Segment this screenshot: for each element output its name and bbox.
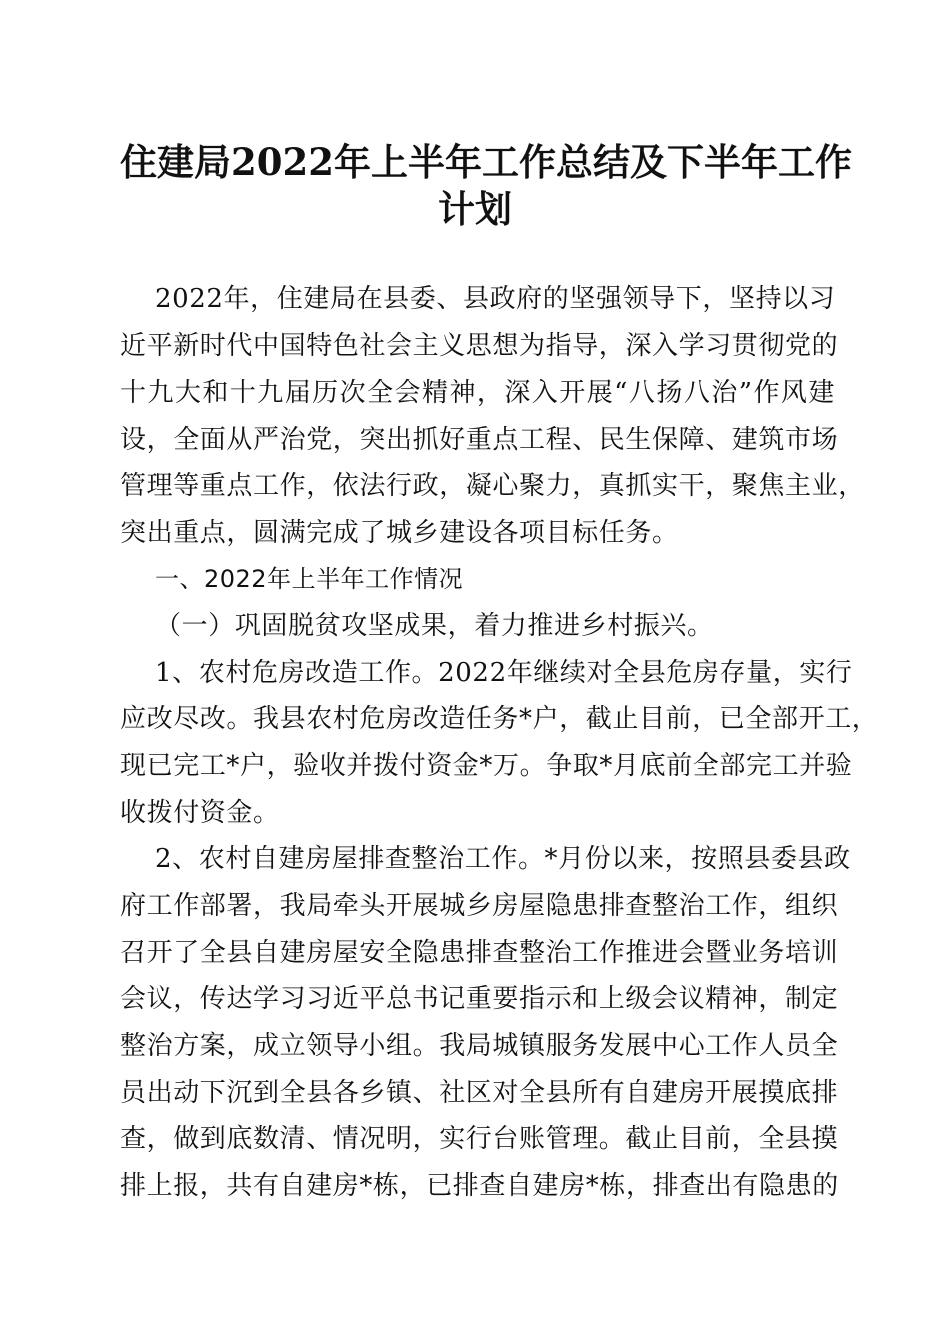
paragraph-line: 近平新时代中国特色社会主义思想为指导，深入学习贯彻党的 — [120, 331, 839, 361]
paragraph-line: 排上报，共有自建房*栋，已排查自建房*栋，排查出有隐患的 — [120, 1171, 839, 1201]
paragraph-line: 2022年，住建局在县委、县政府的坚强领导下，坚持以习 — [155, 284, 836, 314]
paragraph-line: 2、农村自建房屋排查整治工作。*月份以来，按照县委县政 — [155, 844, 851, 874]
paragraph-line: 现已完工*户，验收并拨付资金*万。争取*月底前全部完工并验 — [120, 751, 853, 781]
paragraph-line: 管理等重点工作，依法行政，凝心聚力，真抓实干，聚焦主业， — [120, 471, 865, 501]
document-title-line-1: 住建局2022年上半年工作总结及下半年工作 — [120, 140, 852, 184]
paragraph-line: 查，做到底数清、情况明，实行台账管理。截止目前，全县摸 — [120, 1124, 839, 1154]
paragraph-line: 设，全面从严治党，突出抓好重点工程、民生保障、建筑市场 — [120, 425, 839, 455]
paragraph-line: 整治方案，成立领导小组。我局城镇服务发展中心工作人员全 — [120, 1031, 839, 1061]
paragraph-line: 会议，传达学习习近平总书记重要指示和上级会议精神，制定 — [120, 984, 839, 1014]
paragraph-line: 突出重点，圆满完成了城乡建设各项目标任务。 — [120, 518, 679, 548]
section-heading: 一、2022年上半年工作情况 — [155, 565, 464, 593]
paragraph-line: 十九大和十九届历次全会精神，深入开展“八扬八治”作风建 — [120, 378, 835, 408]
subsection-heading: （一）巩固脱贫攻坚成果，着力推进乡村振兴。 — [155, 611, 714, 641]
paragraph-line: 1、农村危房改造工作。2022年继续对全县危房存量，实行 — [155, 658, 853, 688]
document-title-line-2: 计划 — [438, 187, 512, 231]
paragraph-line: 收拨付资金。 — [120, 798, 280, 828]
paragraph-line: 员出动下沉到全县各乡镇、社区对全县所有自建房开展摸底排 — [120, 1078, 839, 1108]
paragraph-line: 召开了全县自建房屋安全隐患排查整治工作推进会暨业务培训 — [120, 938, 839, 968]
paragraph-line: 府工作部署，我局牵头开展城乡房屋隐患排查整治工作，组织 — [120, 891, 839, 921]
paragraph-line: 应改尽改。我县农村危房改造任务*户，截止目前，已全部开工， — [120, 704, 879, 734]
